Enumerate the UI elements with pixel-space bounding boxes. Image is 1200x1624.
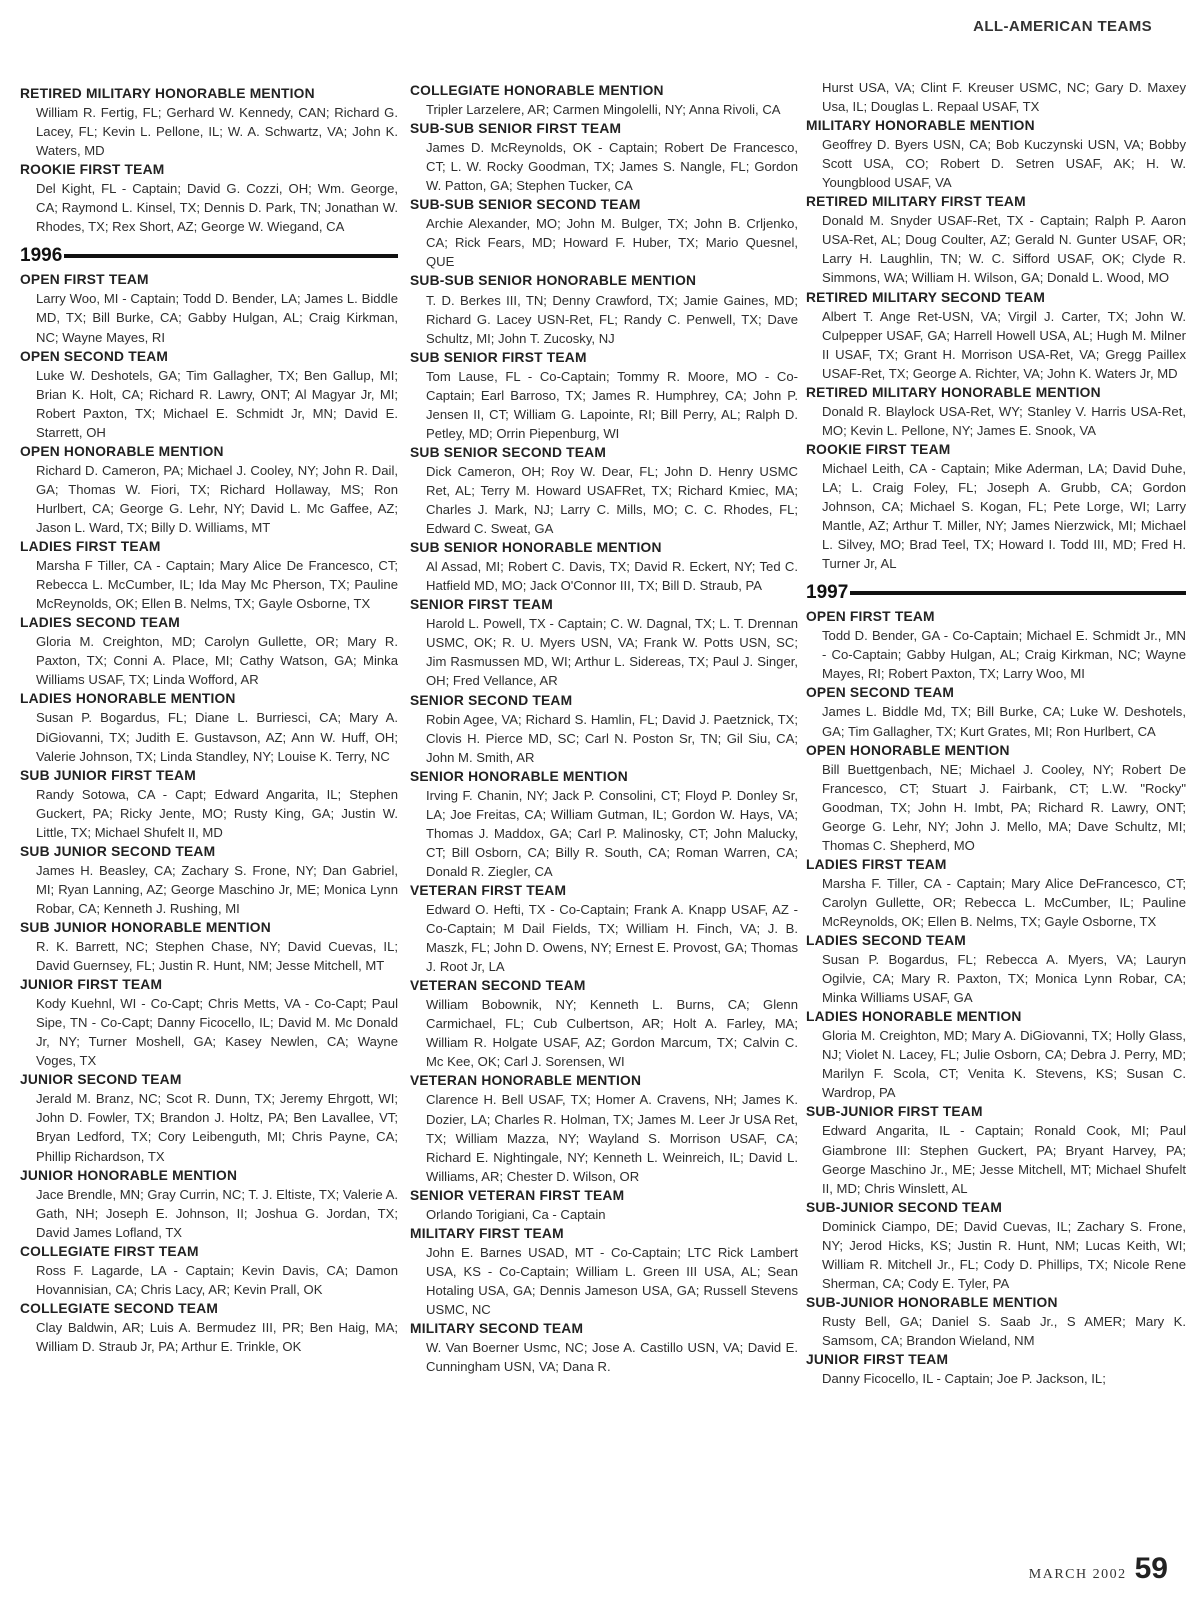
page-number: 59 [1134, 1552, 1168, 1585]
team-heading: VETERAN HONORABLE MENTION [410, 1073, 642, 1089]
team-members: Dominick Ciampo, DE; David Cuevas, IL; Zachary S. Frone, NY; Jerod Hicks, KS; Justin R. Hunt, NM; Lucas Keith, WI; William R. Mitchell Jr., FL; Cody D. Phillips, TX; Nicole Rene Sherman, CA; Cody E. Tyler, PA [822, 1218, 1186, 1291]
team-section [20, 270, 398, 346]
team-heading: SUB JUNIOR SECOND TEAM [20, 843, 216, 859]
team-members: W. Van Boerner Usmc, NC; Jose A. Castillo USN, VA; David E. Cunningham USN, VA; Dana R. [426, 1340, 798, 1375]
column-middle [410, 81, 798, 1376]
team-heading: COLLEGIATE HONORABLE MENTION [410, 83, 664, 98]
team-section [20, 1070, 398, 1165]
year-rule [850, 591, 1186, 595]
team-members: James D. McReynolds, OK - Captain; Robert De Francesco, CT; L. W. Rocky Goodman, TX; James S. Nangle, FL; Gordon W. Patton, GA; Stephen Tucker, CA [426, 140, 798, 194]
team-heading: ROOKIE FIRST TEAM [20, 162, 165, 178]
team-section [410, 595, 798, 690]
team-section [20, 1242, 398, 1299]
team-members: Larry Woo, MI - Captain; Todd D. Bender, LA; James L. Biddle MD, TX; Bill Burke, CA; Gabby Hulgan, AL; Craig Kirkman, NC; Wayne Mayes, RI [36, 291, 398, 345]
team-section [20, 347, 398, 442]
team-section [806, 931, 1186, 1007]
team-members: Jerald M. Branz, NC; Scot R. Dunn, TX; Jeremy Ehrgott, WI; John D. Fowler, TX; Brandon J. Holtz, PA; Ben Lavallee, VT; Bryan Ledford, TX; Cory Leibenguth, MI; Chris Payne, CA; Phillip Richardson, TX [36, 1091, 398, 1164]
team-members: Susan P. Bogardus, FL; Diane L. Burriesci, CA; Mary A. DiGiovanni, TX; Judith E. Gustavson, AZ; Ann W. Huff, OH; Valerie Johnson, TX; Linda Standley, NY; Louise K. Terry, NC [36, 710, 398, 764]
team-members: Donald M. Snyder USAF-Ret, TX - Captain; Ralph P. Aaron USA-Ret, AL; Doug Coulter, AZ; Gerald N. Gunter USAF, OR; Larry H. Laughlin, TN; W. C. Sifford USAF, OK; Clyde R. Simmons, WA; William H. Wilson, GA; Donald L. Wood, MO [822, 213, 1186, 286]
team-members: Luke W. Deshotels, GA; Tim Gallagher, TX; Ben Gallup, MI; Brian K. Holt, CA; Richard R. Lawry, ONT; Al Magyar Jr, MI; Robert Paxton, TX; Michael E. Schmidt Jr, MN; David E. Starrett, OH [36, 367, 398, 440]
team-section [410, 271, 798, 347]
team-section [20, 918, 398, 975]
team-members: Dick Cameron, OH; Roy W. Dear, FL; John D. Henry USMC Ret, AL; Terry M. Howard USAFRet, TX; Richard Kmiec, MA; Charles J. Mark, NJ; Larry C. Mills, MO; C. C. Rhodes, FL; Edward C. Sweat, GA [426, 463, 798, 537]
year-heading [806, 579, 1186, 605]
team-heading: SUB JUNIOR HONORABLE MENTION [20, 919, 271, 935]
team-heading: SUB-JUNIOR HONORABLE MENTION [806, 1294, 1058, 1310]
team-members: Marsha F Tiller, CA - Captain; Mary Alice De Francesco, CT; Rebecca L. McCumber, IL; Ida May Mc Pherson, TX; Pauline McReynolds, OK; Ellen B. Nelms, TX; Gayle Osborne, TX [36, 558, 398, 612]
team-section [20, 1166, 398, 1242]
team-section [806, 288, 1186, 383]
team-members: James H. Beasley, CA; Zachary S. Frone, NY; Dan Gabriel, MI; Ryan Lanning, AZ; George Maschino Jr, ME; Monica Lynn Robar, CA; Kenneth J. Rushing, MI [36, 862, 398, 916]
team-members: Robin Agee, VA; Richard S. Hamlin, FL; David J. Paetznick, TX; Clovis H. Pierce MD, SC; Carl N. Poston Sr, TN; Gil Siu, CA; John M. Smith, AR [426, 711, 798, 765]
team-members: Geoffrey D. Byers USN, CA; Bob Kuczynski USN, VA; Bobby Scott USA, CO; Robert D. Setren USAF, AK; H. W. Youngblood USAF, VA [822, 137, 1186, 191]
team-section [806, 78, 1186, 116]
team-section [806, 1293, 1186, 1350]
team-members: Todd D. Bender, GA - Co-Captain; Michael E. Schmidt Jr., MN - Co-Captain; Gabby Hulgan, AL; Craig Kirkman, NC; Wayne Mayes, RI; Robert Paxton, TX; Larry Woo, MI [822, 628, 1186, 682]
team-members: Del Kight, FL - Captain; David G. Cozzi, OH; Wm. George, CA; Raymond L. Kinsel, TX; Dennis D. Park, TN; Jonathan W. Rhodes, TX; Rex Short, AZ; George W. Wiegand, CA [36, 181, 398, 235]
team-members: Clarence H. Bell USAF, TX; Homer A. Cravens, NH; James K. Dozier, LA; Charles R. Holman, TX; James M. Leer Jr USA Ret, TX; William Mazza, NY; Wayland S. Morrison USAF, CA; Richard E. Nightingale, NY; Kenneth L. Weinreich, IL; David L. Williams, AR; Chester D. Wilson, OR [426, 1092, 798, 1184]
team-heading: RETIRED MILITARY HONORABLE MENTION [20, 86, 315, 101]
team-heading: ROOKIE FIRST TEAM [806, 441, 951, 457]
team-members: R. K. Barrett, NC; Stephen Chase, NY; David Cuevas, IL; David Guernsey, FL; Justin R. Hunt, NM; Jesse Mitchell, MT [36, 939, 398, 974]
team-section [806, 855, 1186, 931]
team-section [20, 160, 398, 236]
team-section [20, 537, 398, 613]
team-members: T. D. Berkes III, TN; Denny Crawford, TX; Jamie Gaines, MD; Richard G. Lacey USN-Ret, FL; Randy C. Penwell, TX; Dave Schultz, MI; John T. Zucosky, NJ [426, 292, 798, 346]
team-members: Jace Brendle, MN; Gray Currin, NC; T. J. Eltiste, TX; Valerie A. Gath, NH; Joseph E. Johnson, II; Joshua G. Jordan, TX; David James Lofland, TX [36, 1186, 398, 1240]
team-heading: SUB-SUB SENIOR HONORABLE MENTION [410, 273, 697, 289]
team-section [410, 1319, 798, 1376]
team-section [806, 440, 1186, 573]
team-members: Marsha F. Tiller, CA - Captain; Mary Alice DeFrancesco, CT; Carolyn Gullette, OR; Rebecca L. McCumber, IL; Pauline McReynolds, OK; Ellen B. Nelms, TX; Gayle Osborne, TX [822, 875, 1186, 929]
team-section [410, 767, 798, 881]
team-heading: MILITARY FIRST TEAM [410, 1225, 564, 1241]
team-section [410, 1224, 798, 1319]
team-members: Orlando Torigiani, Ca - Captain [426, 1206, 606, 1222]
team-section [806, 192, 1186, 287]
team-heading: LADIES FIRST TEAM [20, 539, 161, 555]
team-section [806, 683, 1186, 740]
team-members: Edward O. Hefti, TX - Co-Captain; Frank A. Knapp USAF, AZ - Co-Captain; M Dail Fields, TX; William H. Finch, VA; J. B. Maszk, FL; John D. Owens, NY; Ernest E. Provost, GA; Thomas J. Root Jr, LA [426, 902, 798, 975]
team-section [20, 613, 398, 689]
team-heading: OPEN FIRST TEAM [20, 272, 149, 288]
team-members: Clay Baldwin, AR; Luis A. Bermudez III, PR; Ben Haig, MA; William D. Straub Jr, PA; Arthur E. Trinkle, OK [36, 1319, 398, 1354]
team-section [410, 195, 798, 271]
team-heading: JUNIOR FIRST TEAM [20, 977, 163, 993]
team-heading: LADIES HONORABLE MENTION [20, 691, 236, 707]
team-members: Danny Ficocello, IL - Captain; Joe P. Jackson, IL; [822, 1371, 1106, 1387]
team-heading: SENIOR HONORABLE MENTION [410, 768, 628, 784]
team-members: Donald R. Blaylock USA-Ret, WY; Stanley V. Harris USA-Ret, MO; Kevin L. Pellone, NY; James E. Snook, VA [822, 403, 1186, 438]
team-heading: JUNIOR FIRST TEAM [806, 1352, 949, 1368]
team-members: Susan P. Bogardus, FL; Rebecca A. Myers, VA; Lauryn Ogilvie, CA; Mary R. Paxton, TX; Monica Lynn Robar, CA; Minka Williams USAF, GA [822, 952, 1186, 1006]
team-heading: JUNIOR SECOND TEAM [20, 1072, 182, 1088]
team-section [410, 881, 798, 976]
team-members: Albert T. Ange Ret-USN, VA; Virgil J. Carter, TX; John W. Culpepper USAF, GA; Harrell Howell USA, AL; Hugh M. Milner II USAF, TX; Grant H. Morrison USA-Ret, VA; Gregg Paillex USAF-Ret, TX; George A. Richter, VA; John K. Waters Jr, MD [822, 308, 1186, 381]
year-rule [64, 254, 398, 258]
team-members: Ross F. Lagarde, LA - Captain; Kevin Davis, CA; Damon Hovannisian, CA; Chris Lacy, AR; Kevin Prall, OK [36, 1262, 398, 1297]
team-heading: LADIES SECOND TEAM [20, 615, 180, 631]
team-section [410, 1071, 798, 1185]
team-members: William R. Fertig, FL; Gerhard W. Kennedy, CAN; Richard G. Lacey, FL; Kevin L. Pellone, IL; W. A. Schwartz, VA; John K. Waters, MD [36, 105, 398, 159]
team-heading: OPEN FIRST TEAM [806, 609, 935, 625]
team-section [410, 1186, 798, 1224]
team-members: Michael Leith, CA - Captain; Mike Aderman, LA; David Duhe, LA; L. Craig Foley, FL; Joseph A. Grubb, CA; Gordon Johnson, CA; Michael S. Kogan, FL; Pete Lorge, WI; Larry Mantle, AZ; Arthur T. Miller, NY; James Nierzwick, MI; Michael L. Silvey, MO; Brad Teel, TX; Howard I. Todd III, MD; Fred H. Turner Jr, AL [822, 460, 1186, 572]
team-section [20, 442, 398, 537]
team-heading: RETIRED MILITARY SECOND TEAM [806, 289, 1046, 305]
team-heading: SENIOR VETERAN FIRST TEAM [410, 1187, 625, 1203]
team-heading: SUB SENIOR FIRST TEAM [410, 349, 587, 365]
team-members: John E. Barnes USAD, MT - Co-Captain; LTC Rick Lambert USA, KS - Co-Captain; William L. Green III USA, AL; Sean Hotaling USA, GA; Dennis Jameson USA, GA; Russell Stevens USMC, NC [426, 1244, 798, 1317]
team-section [410, 81, 798, 119]
team-section [806, 607, 1186, 683]
team-section [20, 975, 398, 1070]
team-heading: MILITARY SECOND TEAM [410, 1321, 584, 1337]
team-heading: LADIES SECOND TEAM [806, 933, 966, 949]
team-members: Archie Alexander, MO; John M. Bulger, TX; John B. Crljenko, CA; Rick Fears, MD; Howard F. Huber, TX; Mario Quesnel, QUE [426, 216, 798, 270]
team-members: William Bobownik, NY; Kenneth L. Burns, CA; Glenn Carmichael, FL; Cub Culbertson, AR; Holt A. Farley, MA; William R. Holgate USAF, AZ; Gordon Marcum, TX; Calvin C. Mc Kee, OK; Carl J. Sorensen, WI [426, 997, 798, 1070]
team-members: Tom Lause, FL - Co-Captain; Tommy R. Moore, MO - Co-Captain; Earl Barroso, TX; James R. Humphrey, CA; John P. Jensen II, CT; William G. Lapointe, RI; Bill Perry, AL; Ralph D. Petley, MD; Orrin Piepenburg, WI [426, 368, 798, 441]
team-heading: SUB-SUB SENIOR SECOND TEAM [410, 197, 641, 213]
team-section [20, 766, 398, 842]
team-section [410, 691, 798, 767]
column-left [20, 84, 398, 1356]
team-members: Randy Sotowa, CA - Capt; Edward Angarita, IL; Stephen Guckert, PA; Ricky Jente, MO; Rusty King, GA; Justin W. Little, TX; Michael Shufelt II, MD [36, 786, 398, 840]
team-section [410, 119, 798, 195]
year-heading [20, 242, 398, 268]
team-section [806, 1350, 1186, 1388]
page-footer [1029, 1552, 1168, 1586]
team-members: Gloria M. Creighton, MD; Mary A. DiGiovanni, TX; Holly Glass, NJ; Violet N. Lacey, FL; Julie Osborn, CA; Debra J. Perry, MD; Marilyn F. Scola, CT; Venita K. Stevens, KS; Susan C. Wardrop, PA [822, 1028, 1186, 1101]
team-section [20, 84, 398, 160]
team-heading: SENIOR FIRST TEAM [410, 597, 553, 613]
team-section [20, 1299, 398, 1356]
team-section [410, 976, 798, 1071]
team-heading: VETERAN FIRST TEAM [410, 882, 567, 898]
team-members: Richard D. Cameron, PA; Michael J. Cooley, NY; John R. Dail, GA; Thomas W. Fiori, TX; Richard Hollaway, MS; Ron Hurlbert, CA; George G. Lehr, NY; David L. Mc Gaffee, AZ; Jason L. Ward, TX; Billy D. Williams, MT [36, 462, 398, 535]
team-heading: SENIOR SECOND TEAM [410, 692, 573, 708]
team-heading: COLLEGIATE FIRST TEAM [20, 1243, 199, 1259]
team-section [806, 1007, 1186, 1102]
team-members: Hurst USA, VA; Clint F. Kreuser USMC, NC; Gary D. Maxey Usa, IL; Douglas L. Repaal USAF, TX [822, 80, 1186, 115]
team-section [806, 1198, 1186, 1293]
team-members: Rusty Bell, GA; Daniel S. Saab Jr., S AMER; Mary K. Samsom, CA; Brandon Wieland, NM [822, 1313, 1186, 1348]
team-members: Bill Buettgenbach, NE; Michael J. Cooley, NY; Robert De Francesco, CT; Stuart J. Fairbank, CT; L.W. "Rocky" Goodman, TX; John H. Imbt, PA; Richard R. Lawry, ONT; George G. Lehr, NY; John J. Mello, MA; Dave Schultz, MI; Thomas C. Shepherd, MO [822, 761, 1186, 853]
team-members: Edward Angarita, IL - Captain; Ronald Cook, MI; Paul Giambrone III: Stephen Guckert, PA; Bryant Harvey, PA; George Maschino Jr., ME; Jesse Mitchell, MT; Michael Shufelt II, MD; Chris Winslett, AL [822, 1123, 1186, 1196]
team-heading: RETIRED MILITARY HONORABLE MENTION [806, 384, 1101, 400]
team-members: Harold L. Powell, TX - Captain; C. W. Dagnal, TX; L. T. Drennan USMC, OK; R. U. Myers USN, VA; Frank W. Potts USN, SC; Jim Rasmussen MD, WI; Arthur L. Sidereas, TX; Paul J. Singer, OH; Fred Vellance, AR [426, 616, 798, 689]
team-heading: VETERAN SECOND TEAM [410, 978, 586, 994]
team-section [806, 1102, 1186, 1197]
team-members: Gloria M. Creighton, MD; Carolyn Gullette, OR; Mary R. Paxton, TX; Conni A. Place, MI; Cathy Watson, GA; Minka Williams USAF, TX; Linda Wofford, AR [36, 634, 398, 688]
team-heading: JUNIOR HONORABLE MENTION [20, 1167, 238, 1183]
team-heading: OPEN HONORABLE MENTION [806, 742, 1010, 758]
team-heading: SUB SENIOR HONORABLE MENTION [410, 540, 662, 556]
team-members: Kody Kuehnl, WI - Co-Capt; Chris Metts, VA - Co-Capt; Paul Sipe, TN - Co-Capt; Danny Ficocello, IL; David M. Mc Donald Jr, NY; Turner Moshell, GA; Kasey Newlen, CA; Wayne Voges, TX [36, 996, 398, 1069]
team-heading: SUB JUNIOR FIRST TEAM [20, 767, 196, 783]
team-heading: RETIRED MILITARY FIRST TEAM [806, 194, 1026, 210]
team-section [410, 443, 798, 538]
team-section [410, 348, 798, 443]
team-section [806, 741, 1186, 855]
team-members: Irving F. Chanin, NY; Jack P. Consolini, CT; Floyd P. Donley Sr, LA; Joe Freitas, CA; William Gutman, IL; Gordon W. Hays, VA; Thomas J. Maddox, GA; Carl P. Malinosky, CT; John Malucky, CT; Bill Osborn, CA; Billy R. South, CA; Roman Warren, CA; Donald R. Ziegler, CA [426, 787, 798, 879]
team-heading: OPEN SECOND TEAM [20, 348, 169, 364]
team-section [20, 689, 398, 765]
team-heading: COLLEGIATE SECOND TEAM [20, 1300, 219, 1316]
team-heading: SUB-JUNIOR FIRST TEAM [806, 1104, 983, 1120]
year-label: 1996 [20, 244, 63, 266]
team-heading: MILITARY HONORABLE MENTION [806, 118, 1035, 134]
column-right [806, 78, 1186, 1388]
team-section [806, 116, 1186, 192]
year-label: 1997 [806, 581, 849, 603]
team-members: Al Assad, MI; Robert C. Davis, TX; David R. Eckert, NY; Ted C. Hatfield MD, MO; Jack O'Connor III, TX; Bill D. Straub, PA [426, 559, 798, 594]
team-section [20, 842, 398, 918]
team-heading: SUB-JUNIOR SECOND TEAM [806, 1199, 1003, 1215]
team-section [410, 538, 798, 595]
team-heading: SUB-SUB SENIOR FIRST TEAM [410, 121, 622, 137]
team-section [806, 383, 1186, 440]
team-heading: LADIES FIRST TEAM [806, 856, 947, 872]
section-title: ALL-AMERICAN TEAMS [973, 18, 1152, 35]
team-heading: SUB SENIOR SECOND TEAM [410, 444, 607, 460]
team-members: James L. Biddle Md, TX; Bill Burke, CA; Luke W. Deshotels, GA; Tim Gallagher, TX; Kurt Grates, MI; Ron Hurlbert, CA [822, 704, 1186, 739]
team-heading: OPEN SECOND TEAM [806, 685, 955, 701]
team-heading: OPEN HONORABLE MENTION [20, 443, 224, 459]
team-heading: LADIES HONORABLE MENTION [806, 1009, 1022, 1025]
issue-date: MARCH 2002 [1028, 1567, 1127, 1582]
team-members: Tripler Larzelere, AR; Carmen Mingolelli, NY; Anna Rivoli, CA [426, 102, 781, 118]
